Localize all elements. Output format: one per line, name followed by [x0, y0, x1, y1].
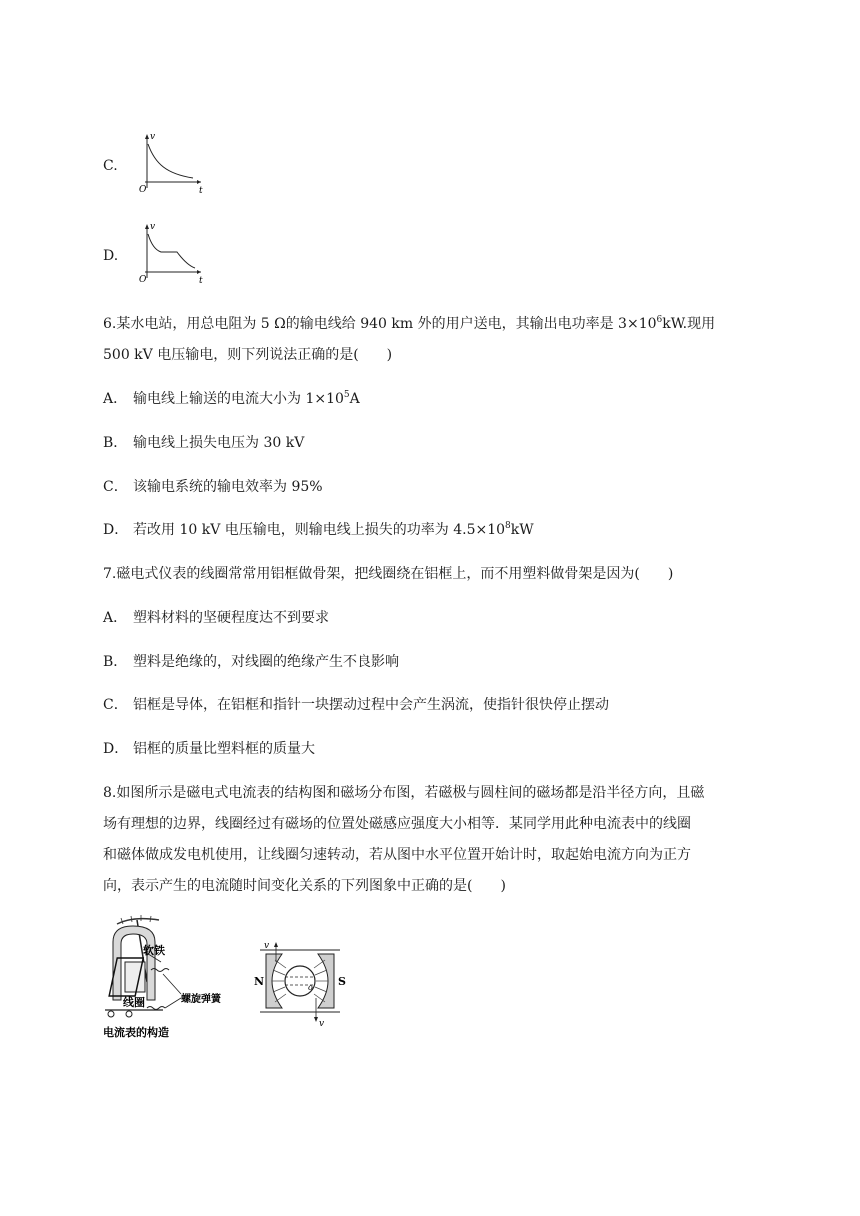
q6-stem-sup: 6 [656, 315, 663, 325]
q6-option-d-sup: 8 [505, 521, 511, 531]
x-axis-arrow [197, 180, 201, 184]
q7-option-d [103, 739, 315, 759]
figure-caption: 电流表的构造 [103, 1026, 169, 1039]
q7-option-d-key: D． [103, 741, 129, 757]
axis-y-label: v [150, 222, 156, 232]
q8-stem-line-2: 场有理想的边界，线圈经过有磁场的位置处磁感应强度大小相等．某同学用此种电流表中的线圈 [103, 816, 691, 832]
x-axis-arrow [197, 270, 201, 274]
label-spring: 螺旋弹簧 [181, 994, 221, 1005]
label-v-top: v [264, 941, 270, 951]
q6-option-c [103, 477, 323, 497]
q6-stem-text-a: 6.某水电站，用总电阻为 5 Ω的输电线给 940 km 外的用户送电，其输出电功率是 3×10 [103, 316, 657, 332]
q7-option-b-text: 塑料是绝缘的，对线圈的绝缘产生不良影响 [133, 654, 399, 670]
leader-spring-lower [165, 998, 181, 1008]
axis-y-label: v [150, 132, 156, 142]
q7-option-a-text: 塑料材料的坚硬程度达不到要求 [133, 610, 329, 626]
q7-option-b-key: B． [103, 654, 128, 670]
axis-origin-label: O [139, 185, 147, 194]
scale-tick [150, 916, 151, 922]
q7-option-d-text: 铝框的质量比塑料框的质量大 [133, 741, 315, 757]
axis-x-label: t [199, 276, 203, 284]
q6-option-d-key: D． [103, 522, 129, 538]
q7-stem: 7.磁电式仪表的线圈常常用铝框做骨架，把线圈绕在铝框上，而不用塑料做骨架是因为( ) [103, 566, 674, 582]
q7-option-a [103, 608, 329, 628]
q7-option-b [103, 652, 399, 672]
spring-lower [147, 1007, 165, 1010]
q6-option-b-text: 输电线上损失电压为 30 kV [133, 435, 305, 451]
velocity-arrowhead-down [314, 1017, 318, 1022]
velocity-arrowhead-up [274, 942, 278, 947]
q7-option-a-key: A． [103, 610, 128, 626]
q6-stem-line-1 [103, 314, 715, 334]
q7-option-c [103, 695, 609, 715]
q6-option-c-text: 该输电系统的输电效率为 95% [133, 479, 323, 495]
q6-option-d-tail: kW [510, 522, 534, 538]
q7-option-c-key: C． [103, 697, 128, 713]
q6-option-a-tail: A [349, 391, 360, 407]
q6-option-b-key: B． [103, 435, 128, 451]
ammeter-construction-figure [103, 912, 243, 1042]
axis-x-label: t [199, 186, 203, 194]
scale-tick [131, 916, 132, 922]
q6-option-d [103, 520, 534, 540]
radial-field-figure [250, 940, 350, 1030]
option-d-vt-graph [131, 220, 211, 284]
label-n-pole: N [254, 975, 265, 988]
label-soft-iron: 软铁 [143, 944, 165, 957]
option-c-label: C. [103, 158, 118, 174]
q7-option-c-text: 铝框是导体，在铝框和指针一块摆动过程中会产生涡流，使指针很快停止摆动 [133, 697, 609, 713]
q6-option-c-key: C． [103, 479, 128, 495]
y-axis-arrow [145, 134, 149, 139]
q8-stem-line-3: 和磁体做成发电机使用，让线圈匀速转动，若从图中水平位置开始计时，取起始电流方向为正方 [103, 847, 691, 863]
q6-option-d-text: 若改用 10 kV 电压输电，则输电线上损失的功率为 4.5×10 [133, 522, 506, 538]
label-v-bottom: v [319, 1019, 325, 1029]
q8-stem-line-4: 向，表示产生的电流随时间变化关系的下列图象中正确的是( ) [103, 878, 506, 894]
q6-stem-text-b: kW.现用 [662, 316, 716, 332]
q6-option-a-key: A． [103, 391, 128, 407]
axis-origin-label: O [139, 275, 147, 284]
label-o: o [308, 983, 313, 992]
terminal-right [126, 1011, 132, 1017]
terminal-left [108, 1011, 114, 1017]
q6-option-b [103, 433, 304, 453]
label-coil: 线圈 [123, 996, 145, 1009]
y-axis-arrow [145, 224, 149, 229]
piecewise-curve [148, 234, 195, 268]
q6-option-a-text: 输电线上输送的电流大小为 1×10 [133, 391, 344, 407]
decay-curve [148, 144, 193, 178]
q6-option-a [103, 389, 360, 409]
option-d-label: D. [103, 248, 119, 264]
q6-stem-line-2: 500 kV 电压输电，则下列说法正确的是( ) [103, 347, 393, 363]
q6-option-a-sup: 5 [343, 390, 350, 400]
leader-spring-upper [163, 974, 181, 994]
option-c-vt-graph [131, 130, 211, 194]
label-s-pole: S [338, 975, 346, 988]
q8-stem-line-1: 8.如图所示是磁电式电流表的结构图和磁场分布图，若磁极与圆柱间的磁场都是沿半径方向，且磁 [103, 785, 705, 801]
